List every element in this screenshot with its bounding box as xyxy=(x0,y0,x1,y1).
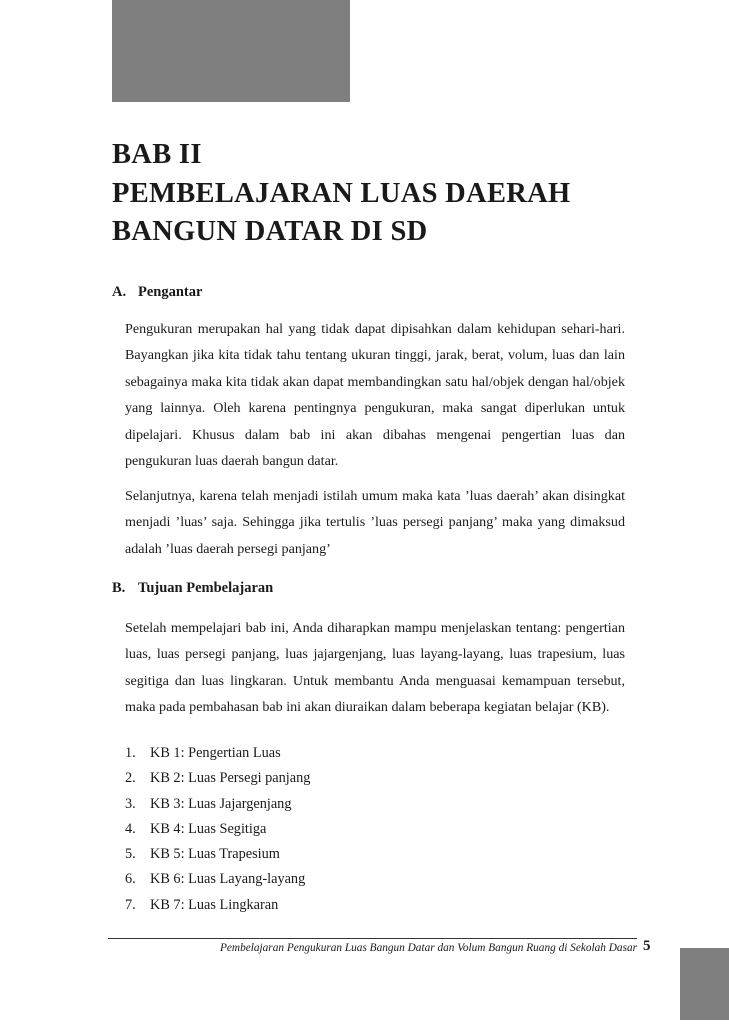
list-item xyxy=(125,842,310,867)
header-gray-block xyxy=(112,0,350,102)
list-item-text: KB 3: Luas Jajargenjang xyxy=(150,795,292,812)
list-item xyxy=(125,817,310,842)
list-item-text: KB 7: Luas Lingkaran xyxy=(150,896,279,913)
chapter-label: BAB II xyxy=(112,139,202,170)
page-number: 5 xyxy=(643,938,651,954)
chapter-title xyxy=(112,175,570,251)
section-b-title: Tujuan Pembelajaran xyxy=(138,580,274,596)
list-item-number: 5. xyxy=(125,846,136,863)
list-item xyxy=(125,766,310,791)
list-item-number: 2. xyxy=(125,770,136,787)
kb-list xyxy=(125,741,310,918)
section-a-paragraph-1: Pengukuran merupakan hal yang tidak dapat dipisahkan dalam kehidupan sehari-hari. Bayangkan jika kita tidak tahu tentang ukuran tinggi, jarak, berat, volum, luas dan lain sebagainya maka kita tidak akan dapat membandingkan satu hal/objek dengan hal/objek yang lainnya. Oleh karena pentingnya pengukuran, maka sangat diperlukan untuk dipelajari. Khusus dalam bab ini akan dibahas mengenai pengertian luas dan pengukuran luas daerah bangun datar. xyxy=(125,321,625,470)
footer-running-title: Pembelajaran Pengukuran Luas Bangun Datar dan Volum Bangun Ruang di Sekolah Dasar xyxy=(220,942,638,954)
footer-divider xyxy=(108,938,637,939)
footer-gray-block xyxy=(680,948,729,1020)
chapter-title-line: BANGUN DATAR DI SD xyxy=(112,216,428,247)
list-item-text: KB 4: Luas Segitiga xyxy=(150,820,267,837)
section-a-letter: A. xyxy=(112,284,127,300)
section-a-heading xyxy=(112,284,202,301)
list-item xyxy=(125,867,310,892)
section-b-heading xyxy=(112,580,273,597)
list-item xyxy=(125,893,310,918)
section-a-title: Pengantar xyxy=(138,284,203,300)
list-item-text: KB 1: Pengertian Luas xyxy=(150,745,281,761)
list-item-number: 6. xyxy=(125,871,136,888)
section-b-letter: B. xyxy=(112,580,126,596)
list-item xyxy=(125,741,310,766)
chapter-title-line: PEMBELAJARAN LUAS DAERAH xyxy=(112,178,571,209)
list-item-number: 3. xyxy=(125,795,136,812)
section-b-paragraph: Setelah mempelajari bab ini, Anda diharapkan mampu menjelaskan tentang: pengertian luas, luas persegi panjang, luas jajargenjang, luas layang-layang, luas trapesium, luas segitiga dan luas lingkaran. Untuk membantu Anda menguasai kemampuan tersebut, maka pada pembahasan bab ini akan diuraikan dalam beberapa kegiatan belajar (KB). xyxy=(125,620,625,716)
list-item-text: KB 5: Luas Trapesium xyxy=(150,846,280,863)
list-item-text: KB 2: Luas Persegi panjang xyxy=(150,770,311,787)
list-item-number: 4. xyxy=(125,820,136,837)
list-item-number: 7. xyxy=(125,896,136,913)
list-item xyxy=(125,792,310,817)
list-item-number: 1. xyxy=(125,745,136,761)
section-a-paragraph-2: Selanjutnya, karena telah menjadi istilah umum maka kata ’luas daerah’ akan disingkat menjadi ’luas’ saja. Sehingga jika tertulis ’luas persegi panjang’ maka yang dimaksud adalah ’luas daerah persegi panjang’ xyxy=(125,488,625,557)
list-item-text: KB 6: Luas Layang-layang xyxy=(150,871,306,888)
